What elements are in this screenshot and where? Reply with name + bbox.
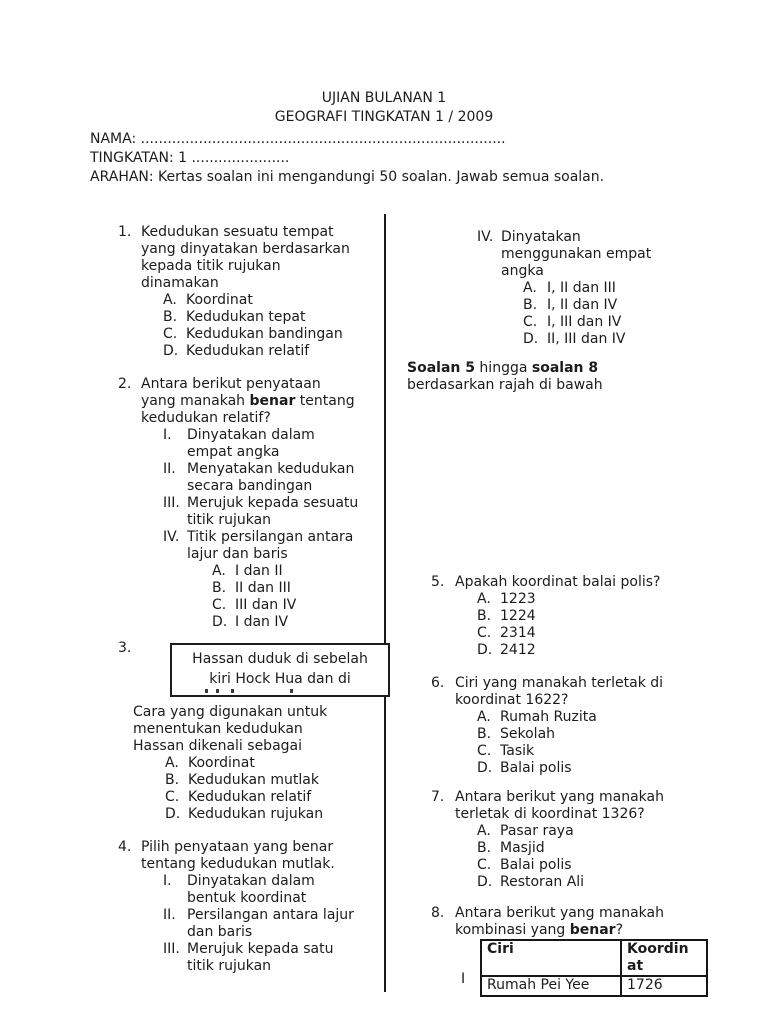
question-4-item-iii: III. Merujuk kepada satu titik rujukan bbox=[163, 941, 334, 974]
table-header-ciri: Ciri bbox=[481, 940, 621, 976]
question-6-option-d: D. Balai polis bbox=[477, 760, 572, 776]
question-5-stem: Apakah koordinat balai polis? bbox=[455, 574, 661, 590]
nama-line bbox=[90, 131, 506, 148]
soalan-5-8-note: Soalan 5 hingga soalan 8 berdasarkan rajah di bawah bbox=[407, 360, 603, 393]
question-1-stem: Kedudukan sesuatu tempat bbox=[141, 224, 334, 240]
question-7-stem: Antara berikut yang manakah bbox=[455, 789, 664, 805]
question-4-continuation bbox=[477, 229, 717, 348]
question-2-option-c: C. III dan IV bbox=[212, 597, 297, 613]
exam-title-line2: GEOGRAFI TINGKATAN 1 / 2009 bbox=[274, 109, 494, 125]
question-3-number: 3. bbox=[118, 640, 132, 656]
question-2-item-iii: III. Merujuk kepada sesuatu titik rujukan bbox=[163, 495, 359, 528]
question-8-table bbox=[480, 939, 708, 997]
tingkatan-label: TINGKATAN: 1 bbox=[90, 150, 188, 166]
question-5-number: 5. bbox=[431, 574, 445, 590]
question-1-option-d: D. Kedudukan relatif bbox=[163, 343, 310, 359]
clipped-text-mark bbox=[290, 689, 293, 693]
question-2-number: 2. bbox=[118, 376, 132, 392]
question-3-stem: Cara yang digunakan untuk bbox=[133, 704, 328, 720]
table-cell-koordinat: 1726 bbox=[621, 976, 707, 996]
question-6-option-b: B. Sekolah bbox=[477, 726, 556, 742]
question-7-option-c: C. Balai polis bbox=[477, 857, 572, 873]
question-5-option-a: A. 1223 bbox=[477, 591, 536, 607]
question-3-option-d: D. Kedudukan rujukan bbox=[165, 806, 324, 822]
question-7: 7. Antara berikut yang manakah terletak di koordinat 1326? A. Pasar raya B. Masjid C. Balai polis D. Restoran Ali bbox=[431, 789, 731, 891]
question-6-option-c: C. Tasik bbox=[477, 743, 535, 759]
question-4-number: 4. bbox=[118, 839, 132, 855]
clipped-text-mark bbox=[205, 689, 208, 693]
clipped-text-mark bbox=[216, 689, 219, 693]
question-3: Cara yang digunakan untuk menentukan kedudukan Hassan dikenali sebagai A. Koordinat B. Kedudukan mutlak C. Kedudukan relatif D. Kedudukan rujukan bbox=[133, 704, 388, 823]
question-5 bbox=[431, 574, 731, 659]
question-6-number: 6. bbox=[431, 675, 445, 691]
question-3-statement-box: Hassan duduk di sebelah kiri Hock Hua dan di bbox=[170, 643, 390, 697]
question-5-option-d: D. 2412 bbox=[477, 642, 536, 658]
nama-dotted-line: .................................................................................. bbox=[140, 131, 506, 147]
question-5-option-c: C. 2314 bbox=[477, 625, 536, 641]
question-2-option-b: B. II dan III bbox=[212, 580, 291, 596]
question-7-option-a: A. Pasar raya bbox=[477, 823, 574, 839]
question-7-option-d: D. Restoran Ali bbox=[477, 874, 585, 890]
question-4-option-c: C. I, III dan IV bbox=[523, 314, 622, 330]
question-2-option-a: A. I dan II bbox=[212, 563, 283, 579]
question-4-option-a: A. I, II dan III bbox=[523, 280, 616, 296]
question-3-option-b: B. Kedudukan mutlak bbox=[165, 772, 319, 788]
question-1-option-a: A. Koordinat bbox=[163, 292, 253, 308]
question-1-option-c: C. Kedudukan bandingan bbox=[163, 326, 343, 342]
question-2-item-iv: IV. Titik persilangan antara lajur dan baris bbox=[163, 529, 354, 562]
question-3-option-c: C. Kedudukan relatif bbox=[165, 789, 312, 805]
question-3-option-a: A. Koordinat bbox=[165, 755, 255, 771]
table-row bbox=[481, 976, 707, 996]
clipped-text-mark bbox=[231, 689, 234, 693]
question-8-number: 8. bbox=[431, 905, 445, 921]
question-2: 2. Antara berikut penyataan yang manakah benar tentang kedudukan relatif? I. Dinyatakan dalam empat angka II. Menyatakan kedudukan secara bandingan III. Merujuk kepada sesuatu titik rujukan IV. Titik persilangan antara lajur dan baris A. I dan II B. II dan III C. III dan IV D. I dan IV bbox=[118, 376, 386, 631]
question-8: 8. Antara berikut yang manakah kombinasi yang benar? bbox=[431, 905, 731, 939]
question-1-number: 1. bbox=[118, 224, 132, 240]
tingkatan-dotted-line: ...................... bbox=[191, 150, 290, 166]
question-6-stem: Ciri yang manakah terletak di bbox=[455, 675, 664, 691]
question-4-stem: Pilih penyataan yang benar bbox=[141, 839, 334, 855]
question-4-item-i: I. Dinyatakan dalam bentuk koordinat bbox=[163, 873, 315, 906]
question-1-option-b: B. Kedudukan tepat bbox=[163, 309, 306, 325]
question-6-option-a: A. Rumah Ruzita bbox=[477, 709, 597, 725]
question-4-option-d: D. II, III dan IV bbox=[523, 331, 626, 347]
exam-title-line1: UJIAN BULANAN 1 bbox=[321, 90, 447, 106]
question-2-item-i: I. Dinyatakan dalam empat angka bbox=[163, 427, 315, 460]
table-cell-ciri: Rumah Pei Yee bbox=[481, 976, 621, 996]
question-4-item-iv: IV. Dinyatakan menggunakan empat angka bbox=[477, 229, 652, 279]
nama-label: NAMA: bbox=[90, 131, 137, 147]
question-1: 1. Kedudukan sesuatu tempat yang dinyatakan berdasarkan kepada titik rujukan dinamakan A. Koordinat B. Kedudukan tepat C. Kedudukan bandingan D. Kedudukan relatif bbox=[118, 224, 386, 360]
question-2-option-d: D. I dan IV bbox=[212, 614, 289, 630]
question-4-item-ii: II. Persilangan antara lajur dan baris bbox=[163, 907, 354, 940]
question-8-stem: Antara berikut yang manakah bbox=[455, 905, 664, 921]
question-2-item-ii: II. Menyatakan kedudukan secara bandingan bbox=[163, 461, 355, 494]
question-7-number: 7. bbox=[431, 789, 445, 805]
question-5-option-b: B. 1224 bbox=[477, 608, 536, 624]
question-2-stem: Antara berikut penyataan bbox=[141, 376, 321, 392]
arahan-line: ARAHAN: Kertas soalan ini mengandungi 50 soalan. Jawab semua soalan. bbox=[90, 169, 605, 185]
question-4: 4. Pilih penyataan yang benar tentang kedudukan mutlak. I. Dinyatakan dalam bentuk koordinat II. Persilangan antara lajur dan baris III. Merujuk kepada satu titik rujukan bbox=[118, 839, 386, 975]
question-7-option-b: B. Masjid bbox=[477, 840, 545, 856]
tingkatan-line bbox=[90, 150, 289, 167]
question-4-option-b: B. I, II dan IV bbox=[523, 297, 618, 313]
table-header-koordinat: Koordin at bbox=[621, 940, 707, 976]
question-8-row-label: I bbox=[461, 971, 466, 987]
question-6: 6. Ciri yang manakah terletak di koordinat 1622? A. Rumah Ruzita B. Sekolah C. Tasik D. Balai polis bbox=[431, 675, 731, 777]
